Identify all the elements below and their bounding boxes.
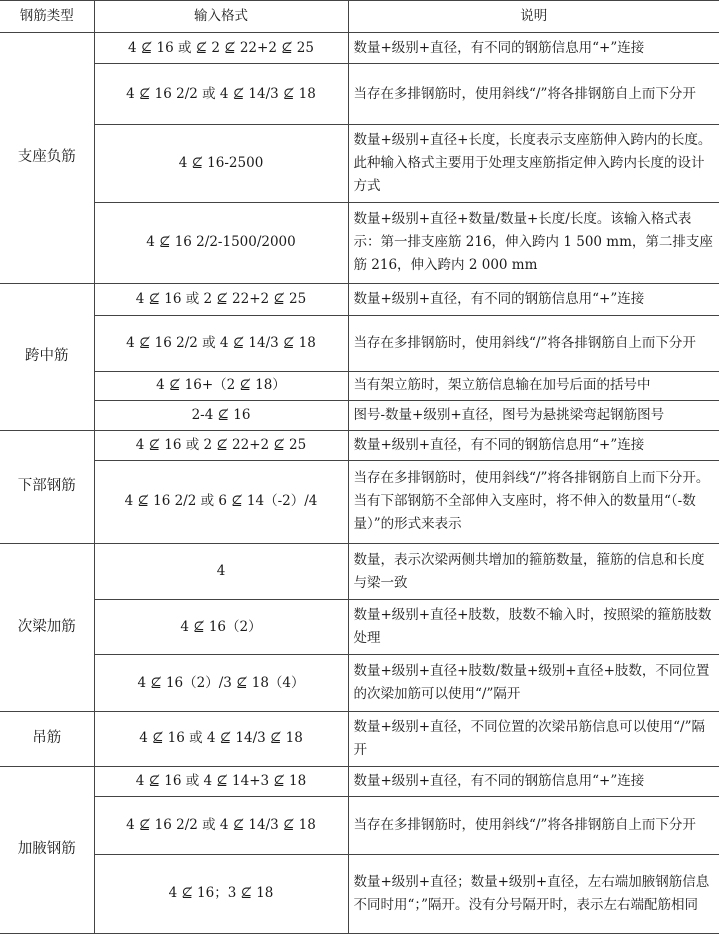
table-row xyxy=(0,64,719,125)
table-row xyxy=(0,430,719,460)
format-cell: 4 ⊈ 16 或 2 ⊈ 22+2 ⊈ 25 xyxy=(94,283,348,315)
format-cell: 4 ⊈ 16+（2 ⊈ 18） xyxy=(94,371,348,400)
description-cell: 当存在多排钢筋时，使用斜线“/”将各排钢筋自上而下分开。当有下部钢筋不全部伸入支座时，将不伸入的数量用“（-数量）”的形式来表示 xyxy=(348,460,719,543)
description-cell: 数量+级别+直径，有不同的钢筋信息用“+”连接 xyxy=(348,33,719,64)
description-cell: 数量+级别+直径，不同位置的次梁吊筋信息可以使用“/”隔开 xyxy=(348,712,719,766)
format-cell: 2-4 ⊈ 16 xyxy=(94,400,348,430)
format-cell: 4 ⊈ 16（2）/3 ⊈ 18（4） xyxy=(94,655,348,712)
description-cell: 数量+级别+直径，有不同的钢筋信息用“+”连接 xyxy=(348,283,719,315)
rebar-type-cell: 次梁加筋 xyxy=(0,544,94,712)
description-cell: 数量+级别+直径；数量+级别+直径，左右端加腋钢筋信息不同时用“；”隔开。没有分号隔开时，表示左右端配筋相同 xyxy=(348,854,719,933)
description-cell: 当存在多排钢筋时，使用斜线“/”将各排钢筋自上而下分开 xyxy=(348,796,719,854)
rebar-type-cell: 吊筋 xyxy=(0,712,94,766)
table-row xyxy=(0,371,719,400)
header-description: 说明 xyxy=(348,1,719,33)
table-row xyxy=(0,766,719,796)
format-cell: 4 ⊈ 16；3 ⊈ 18 xyxy=(94,854,348,933)
table-row xyxy=(0,125,719,203)
table-row xyxy=(0,544,719,600)
table-row xyxy=(0,460,719,543)
description-cell: 图号-数量+级别+直径，图号为悬挑梁弯起钢筋图号 xyxy=(348,400,719,430)
format-cell: 4 ⊈ 16 或 ⊈ 2 ⊈ 22+2 ⊈ 25 xyxy=(94,33,348,64)
description-cell: 数量+级别+直径，有不同的钢筋信息用“+”连接 xyxy=(348,430,719,460)
description-cell: 数量+级别+直径+数量/数量+长度/长度。该输入格式表示：第一排支座筋 216，伸入跨内 1 500 mm，第二排支座筋 216，伸入跨内 2 000 mm xyxy=(348,203,719,283)
description-cell: 数量+级别+直径+长度，长度表示支座筋伸入跨内的长度。此种输入格式主要用于处理支座筋指定伸入跨内长度的设计方式 xyxy=(348,125,719,203)
description-cell: 当存在多排钢筋时，使用斜线“/”将各排钢筋自上而下分开 xyxy=(348,315,719,371)
description-cell: 当存在多排钢筋时，使用斜线“/”将各排钢筋自上而下分开 xyxy=(348,64,719,125)
format-cell: 4 ⊈ 16 或 2 ⊈ 22+2 ⊈ 25 xyxy=(94,430,348,460)
description-cell: 数量+级别+直径+肢数/数量+级别+直径+肢数，不同位置的次梁加筋可以使用“/”隔开 xyxy=(348,655,719,712)
format-cell: 4 ⊈ 16 2/2-1500/2000 xyxy=(94,203,348,283)
rebar-type-cell: 跨中筋 xyxy=(0,283,94,430)
format-cell: 4 ⊈ 16 2/2 或 4 ⊈ 14/3 ⊈ 18 xyxy=(94,796,348,854)
rebar-type-cell: 下部钢筋 xyxy=(0,430,94,543)
format-cell: 4 ⊈ 16（2） xyxy=(94,600,348,655)
table-row xyxy=(0,400,719,430)
table-row xyxy=(0,655,719,712)
format-cell: 4 ⊈ 16-2500 xyxy=(94,125,348,203)
description-cell: 数量，表示次梁两侧共增加的箍筋数量，箍筋的信息和长度与梁一致 xyxy=(348,544,719,600)
format-cell: 4 ⊈ 16 或 4 ⊈ 14+3 ⊈ 18 xyxy=(94,766,348,796)
rebar-type-cell: 支座负筋 xyxy=(0,33,94,284)
format-cell: 4 ⊈ 16 2/2 或 4 ⊈ 14/3 ⊈ 18 xyxy=(94,315,348,371)
table-header-row xyxy=(0,1,719,33)
rebar-type-cell: 加腋钢筋 xyxy=(0,766,94,933)
table-row xyxy=(0,600,719,655)
table-row xyxy=(0,33,719,64)
table-row xyxy=(0,796,719,854)
header-input-format: 输入格式 xyxy=(94,1,348,33)
table-row xyxy=(0,283,719,315)
description-cell: 数量+级别+直径+肢数，肢数不输入时，按照梁的箍筋肢数处理 xyxy=(348,600,719,655)
table-row xyxy=(0,712,719,766)
format-cell: 4 ⊈ 16 2/2 或 4 ⊈ 14/3 ⊈ 18 xyxy=(94,64,348,125)
table-row xyxy=(0,315,719,371)
description-cell: 当有架立筋时，架立筋信息输在加号后面的括号中 xyxy=(348,371,719,400)
format-cell: 4 ⊈ 16 2/2 或 6 ⊈ 14（-2）/4 xyxy=(94,460,348,543)
description-cell: 数量+级别+直径，有不同的钢筋信息用“+”连接 xyxy=(348,766,719,796)
table-row xyxy=(0,203,719,283)
format-cell: 4 xyxy=(94,544,348,600)
table-row xyxy=(0,854,719,933)
format-cell: 4 ⊈ 16 或 4 ⊈ 14/3 ⊈ 18 xyxy=(94,712,348,766)
header-rebar-type: 钢筋类型 xyxy=(0,1,94,33)
